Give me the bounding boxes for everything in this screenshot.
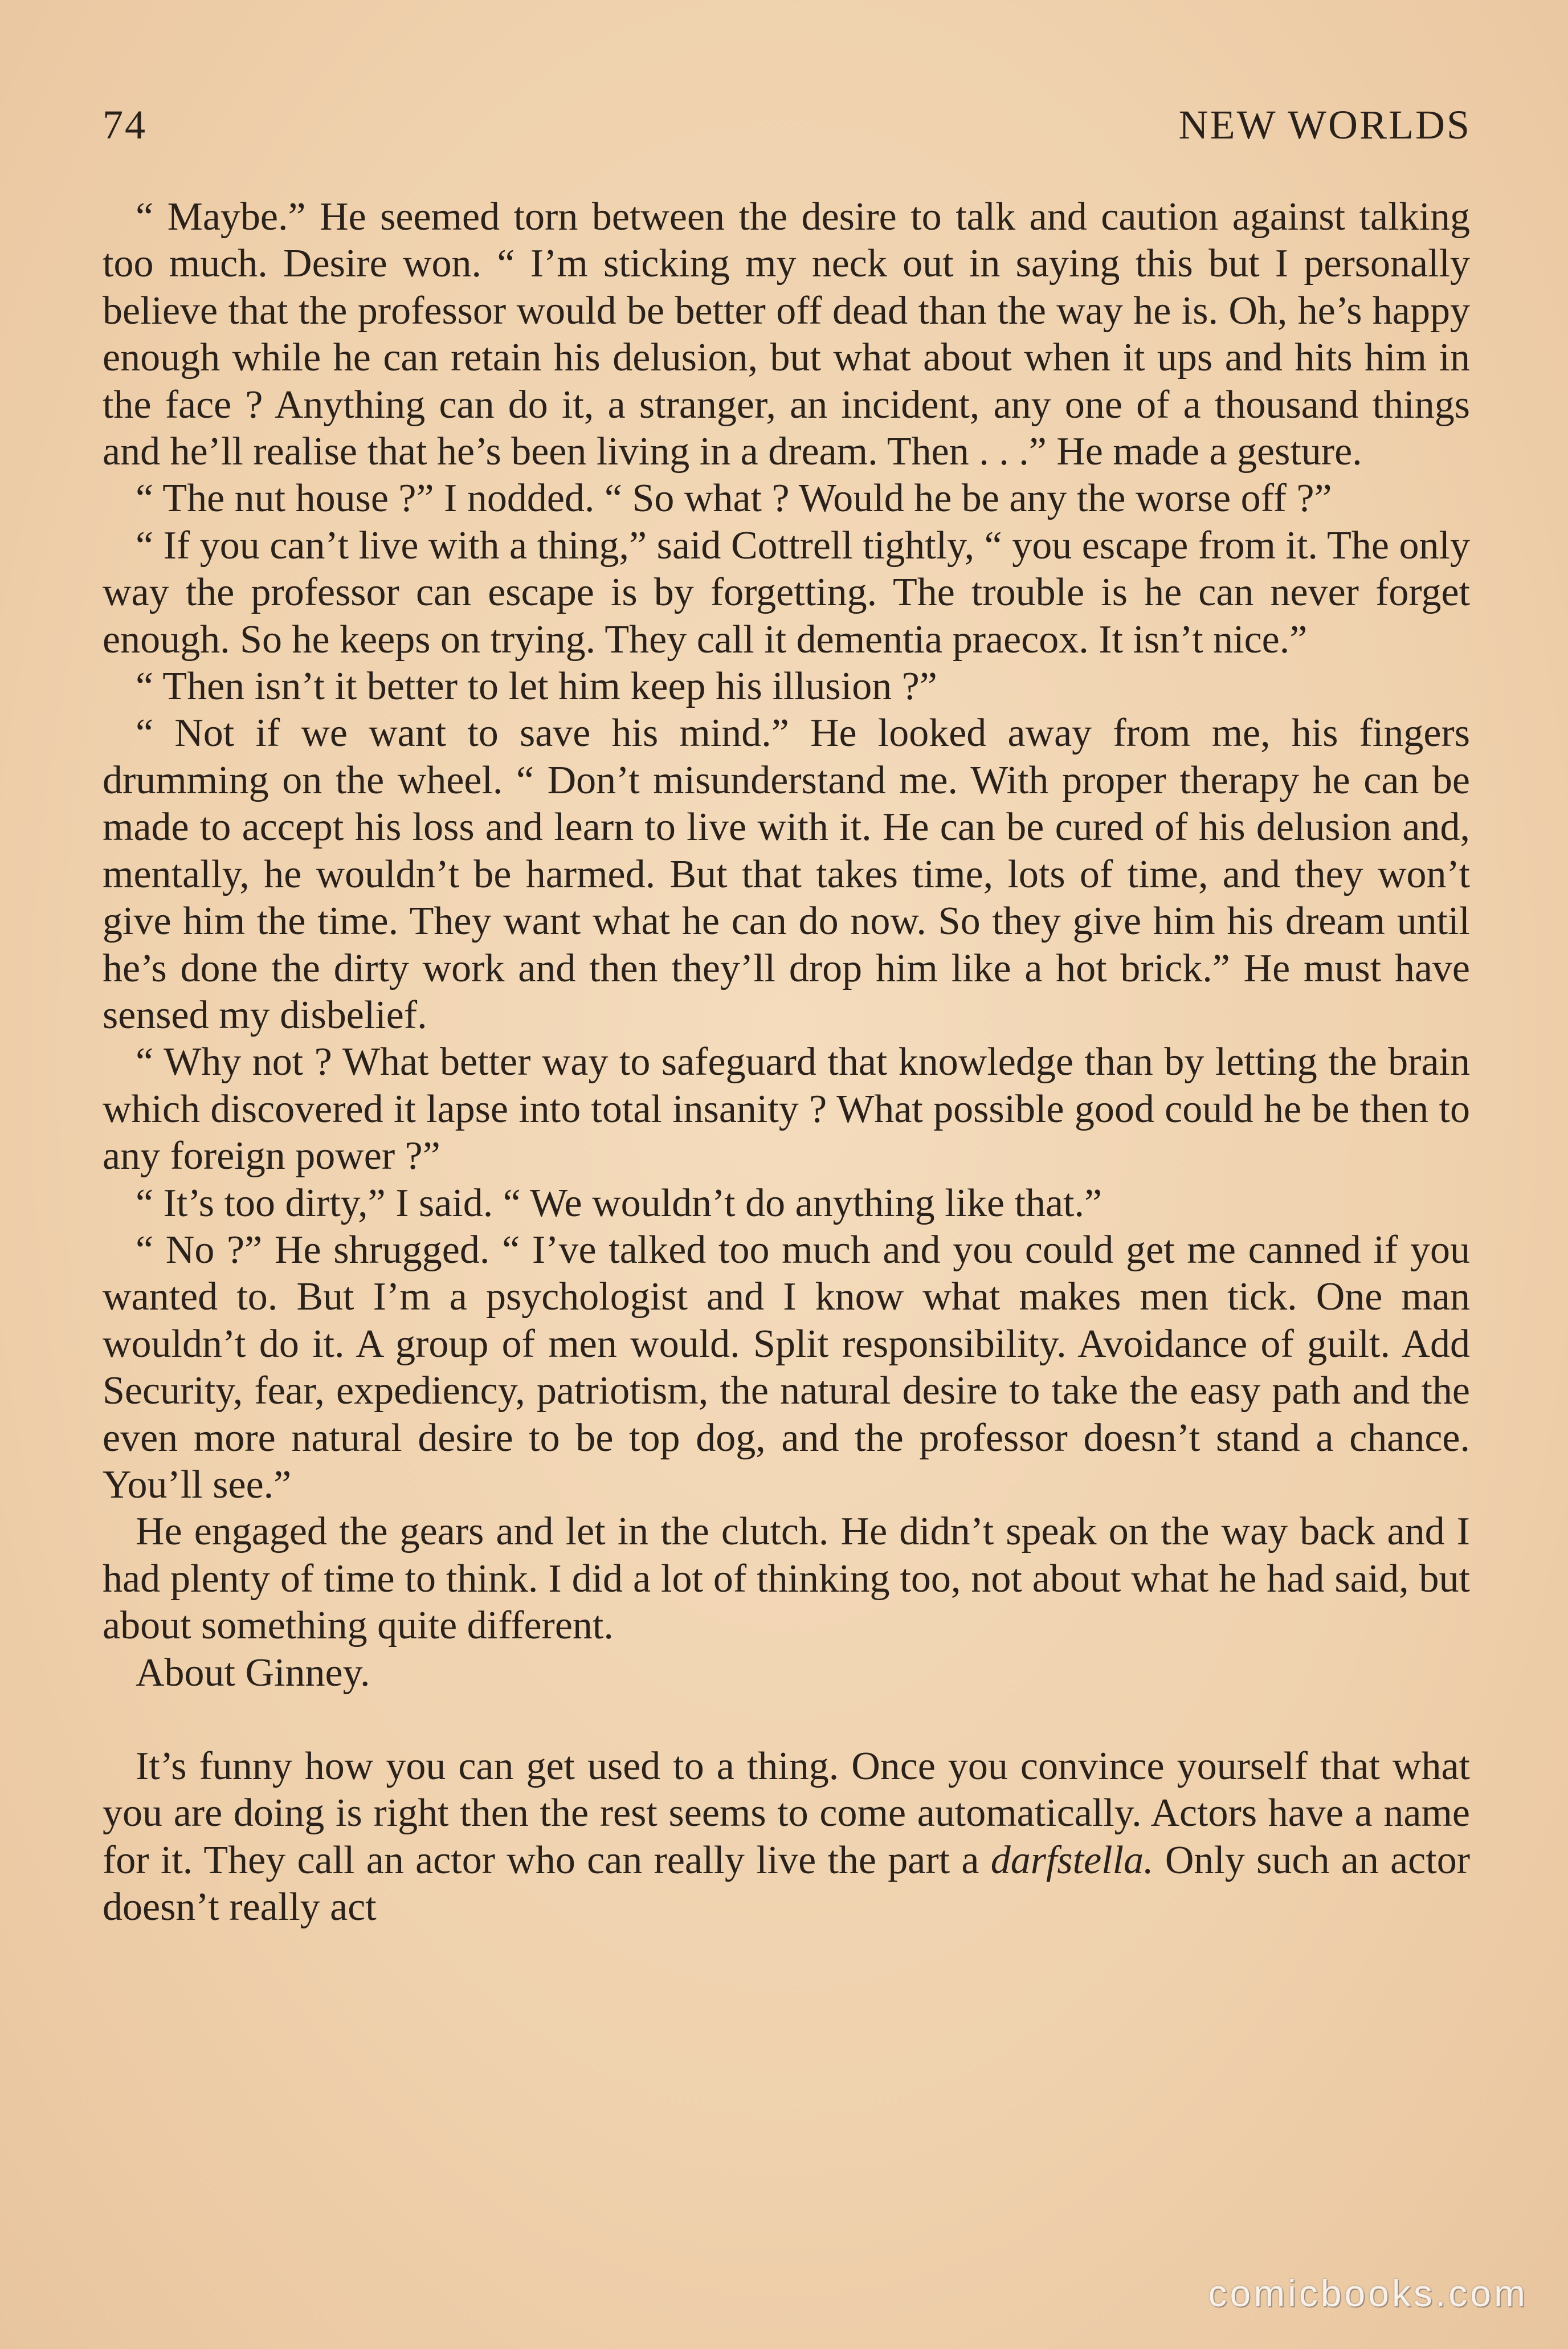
paragraph: “ Not if we want to save his mind.” He looked away from me, his fingers drumming on the wheel. “ Don’t misunderstand me. With proper therapy he can be made to accept his loss and learn to live with it. He can be cured of his delusion and, mentally, he wouldn’t be harmed. But that takes time, lots of time, and they won’t give him the time. They want what he can do now. So they give him his dream until he’s done the dirty work and then they’ll drop him like a hot brick.” He must have sensed my disbelief.: [103, 711, 1470, 1037]
page-number: 74: [103, 102, 147, 148]
paragraph: “ Why not ? What better way to safeguard that knowledge than by letting the brain which discovered it lapse into total insanity ? What possible good could he be then to any foreign power ?”: [103, 1040, 1470, 1178]
final-paragraph: [103, 1743, 1470, 1931]
paragraph: “ Then isn’t it better to let him keep his illusion ?”: [136, 664, 937, 709]
paragraph: “ If you can’t live with a thing,” said Cottrell tightly, “ you escape from it. The only way the professor can escape is by forgetting. The trouble is he can never forget enough. So he keeps on trying. They call it dementia praecox. It isn’t nice.”: [103, 523, 1470, 662]
final-paragraph-end: Only such an actor doesn’t really act: [103, 1838, 1470, 1930]
body-text: [103, 194, 1470, 1931]
paragraph: “ No ?” He shrugged. “ I’ve talked too much and you could get me canned if you wanted to. But I’m a psychologist and I know what makes men tick. One man wouldn’t do it. A group of men would. Split responsibility. Avoidance of guilt. Add Security, fear, expediency, patriotism, the natural desire to take the easy path and the even more natural desire to be top dog, and the professor doesn’t stand a chance. You’ll see.”: [103, 1227, 1470, 1507]
running-head: [103, 101, 1471, 164]
paragraph: “ It’s too dirty,” I said. “ We wouldn’t do anything like that.”: [136, 1181, 1102, 1225]
paragraph: He engaged the gears and let in the clutch. He didn’t speak on the way back and I had plenty of time to think. I did a lot of thinking too, not about what he had said, but about something quite different.: [103, 1510, 1470, 1648]
final-paragraph-start: It’s funny how you can get used to a thing. Once you convince yourself that what you are doing is right then the rest seems to come automatically. Actors have a name for it. They call an actor who can really live the part a: [103, 1744, 1470, 1882]
paragraph: About Ginney.: [136, 1650, 370, 1695]
italic-term: darfstella.: [990, 1838, 1154, 1882]
paragraph: “ Maybe.” He seemed torn between the desire to talk and caution against talking too much. Desire won. “ I’m sticking my neck out in saying this but I personally believe that the professor would be better off dead than the way he is. Oh, he’s happy enough while he can retain his delusion, but what about when it ups and hits him in the face ? Anything can do it, a stranger, an incident, any one of a thousand things and he’ll realise that he’s been living in a dream. Then . . .” He made a gesture.: [103, 195, 1470, 474]
running-title: NEW WORLDS: [1178, 102, 1471, 148]
paragraph: “ The nut house ?” I nodded. “ So what ? Would he be any the worse off ?”: [136, 476, 1332, 521]
watermark: comicbooks.com: [1208, 2272, 1528, 2314]
